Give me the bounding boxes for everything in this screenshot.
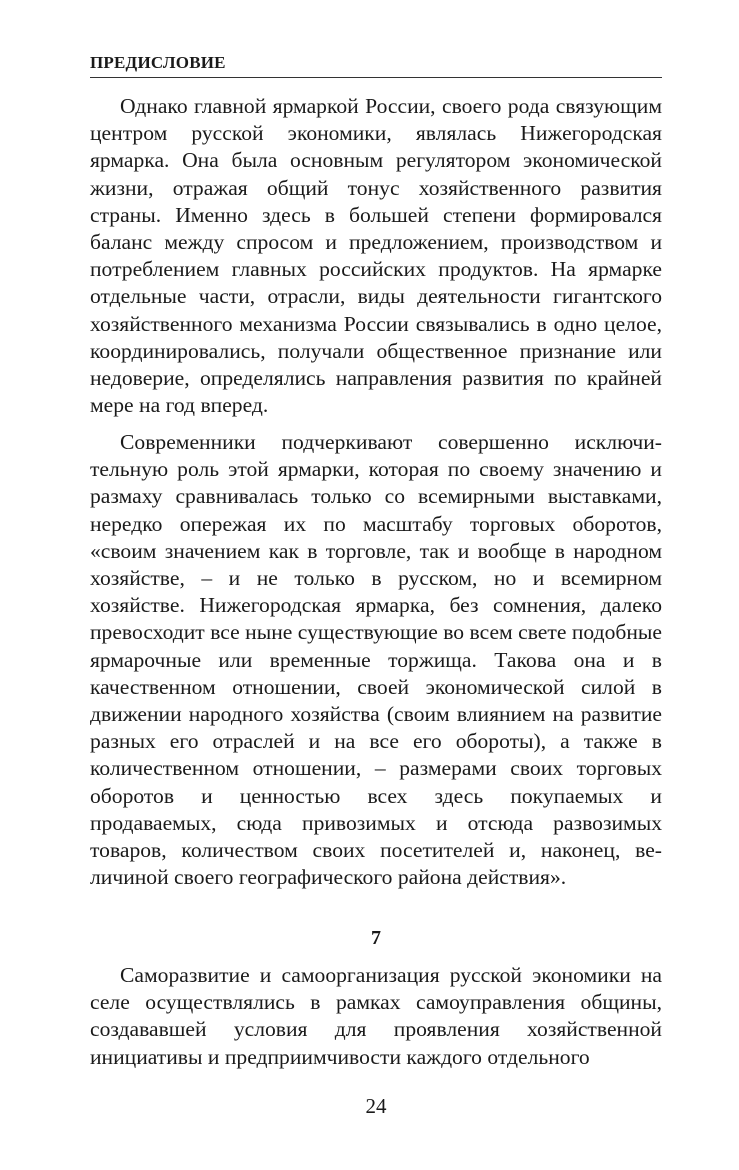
running-header-title: ПРЕДИСЛОВИЕ xyxy=(90,53,226,72)
section-number: 7 xyxy=(371,927,381,949)
paragraph: Однако главной ярмаркой России, своего рода связующим центром русской экономики, являлась Нижегородская ярмарка. Она была основным регулятором экономической жизни, отражая общий тонус хозяйственного развития страны. Именно здесь в большей степени формировался баланс между спросом и предложением, производством и потреблением главных российских продуктов. На ярмарке отдельные части, отрасли, виды деятельности гигантского хозяйственного механизма России связывались в одно целое, координировались, получали общественное признание или недоверие, определялись направления развития по крайней мере на год вперед. xyxy=(90,94,662,418)
paragraph-block-2 xyxy=(90,429,662,891)
page-number: 24 xyxy=(365,1094,387,1118)
paragraph-block-1 xyxy=(90,93,662,419)
paragraph-block-3 xyxy=(90,962,662,1071)
book-page xyxy=(90,0,662,1170)
header-rule xyxy=(90,77,662,78)
paragraph: Саморазвитие и самоорганизация русской экономики на селе осуществлялись в рамках самоуправления общины, создававшей условия для проявления хозяйственной инициативы и предприимчивости каждого отдельного xyxy=(90,963,662,1069)
paragraph: Современники подчеркивают совершенно исключительную роль этой ярмарки, которая по своему значению и размаху сравнивалась только со всемирными выставками, нередко опережая их по масштабу торговых оборотов, «своим значением как в торговле, так и вообще в народном хозяйстве, – и не только в русском, но и всемирном хозяйстве. Нижегородская ярмарка, без сомнения, далеко превосходит все ныне существующие во всем свете подобные ярмарочные или временные торжища. Такова она и в качественном отношении, своей экономической силой в движении народного хозяйства (своим влиянием на развитие разных его отраслей и на все его обороты), а также в количественном отношении, – размерами своих торговых оборотов и ценностью всех здесь покупаемых и продаваемых, сюда привозимых и отсюда развозимых товаров, количеством своих посетителей и, наконец, величиной своего географического района действия». xyxy=(90,430,662,890)
